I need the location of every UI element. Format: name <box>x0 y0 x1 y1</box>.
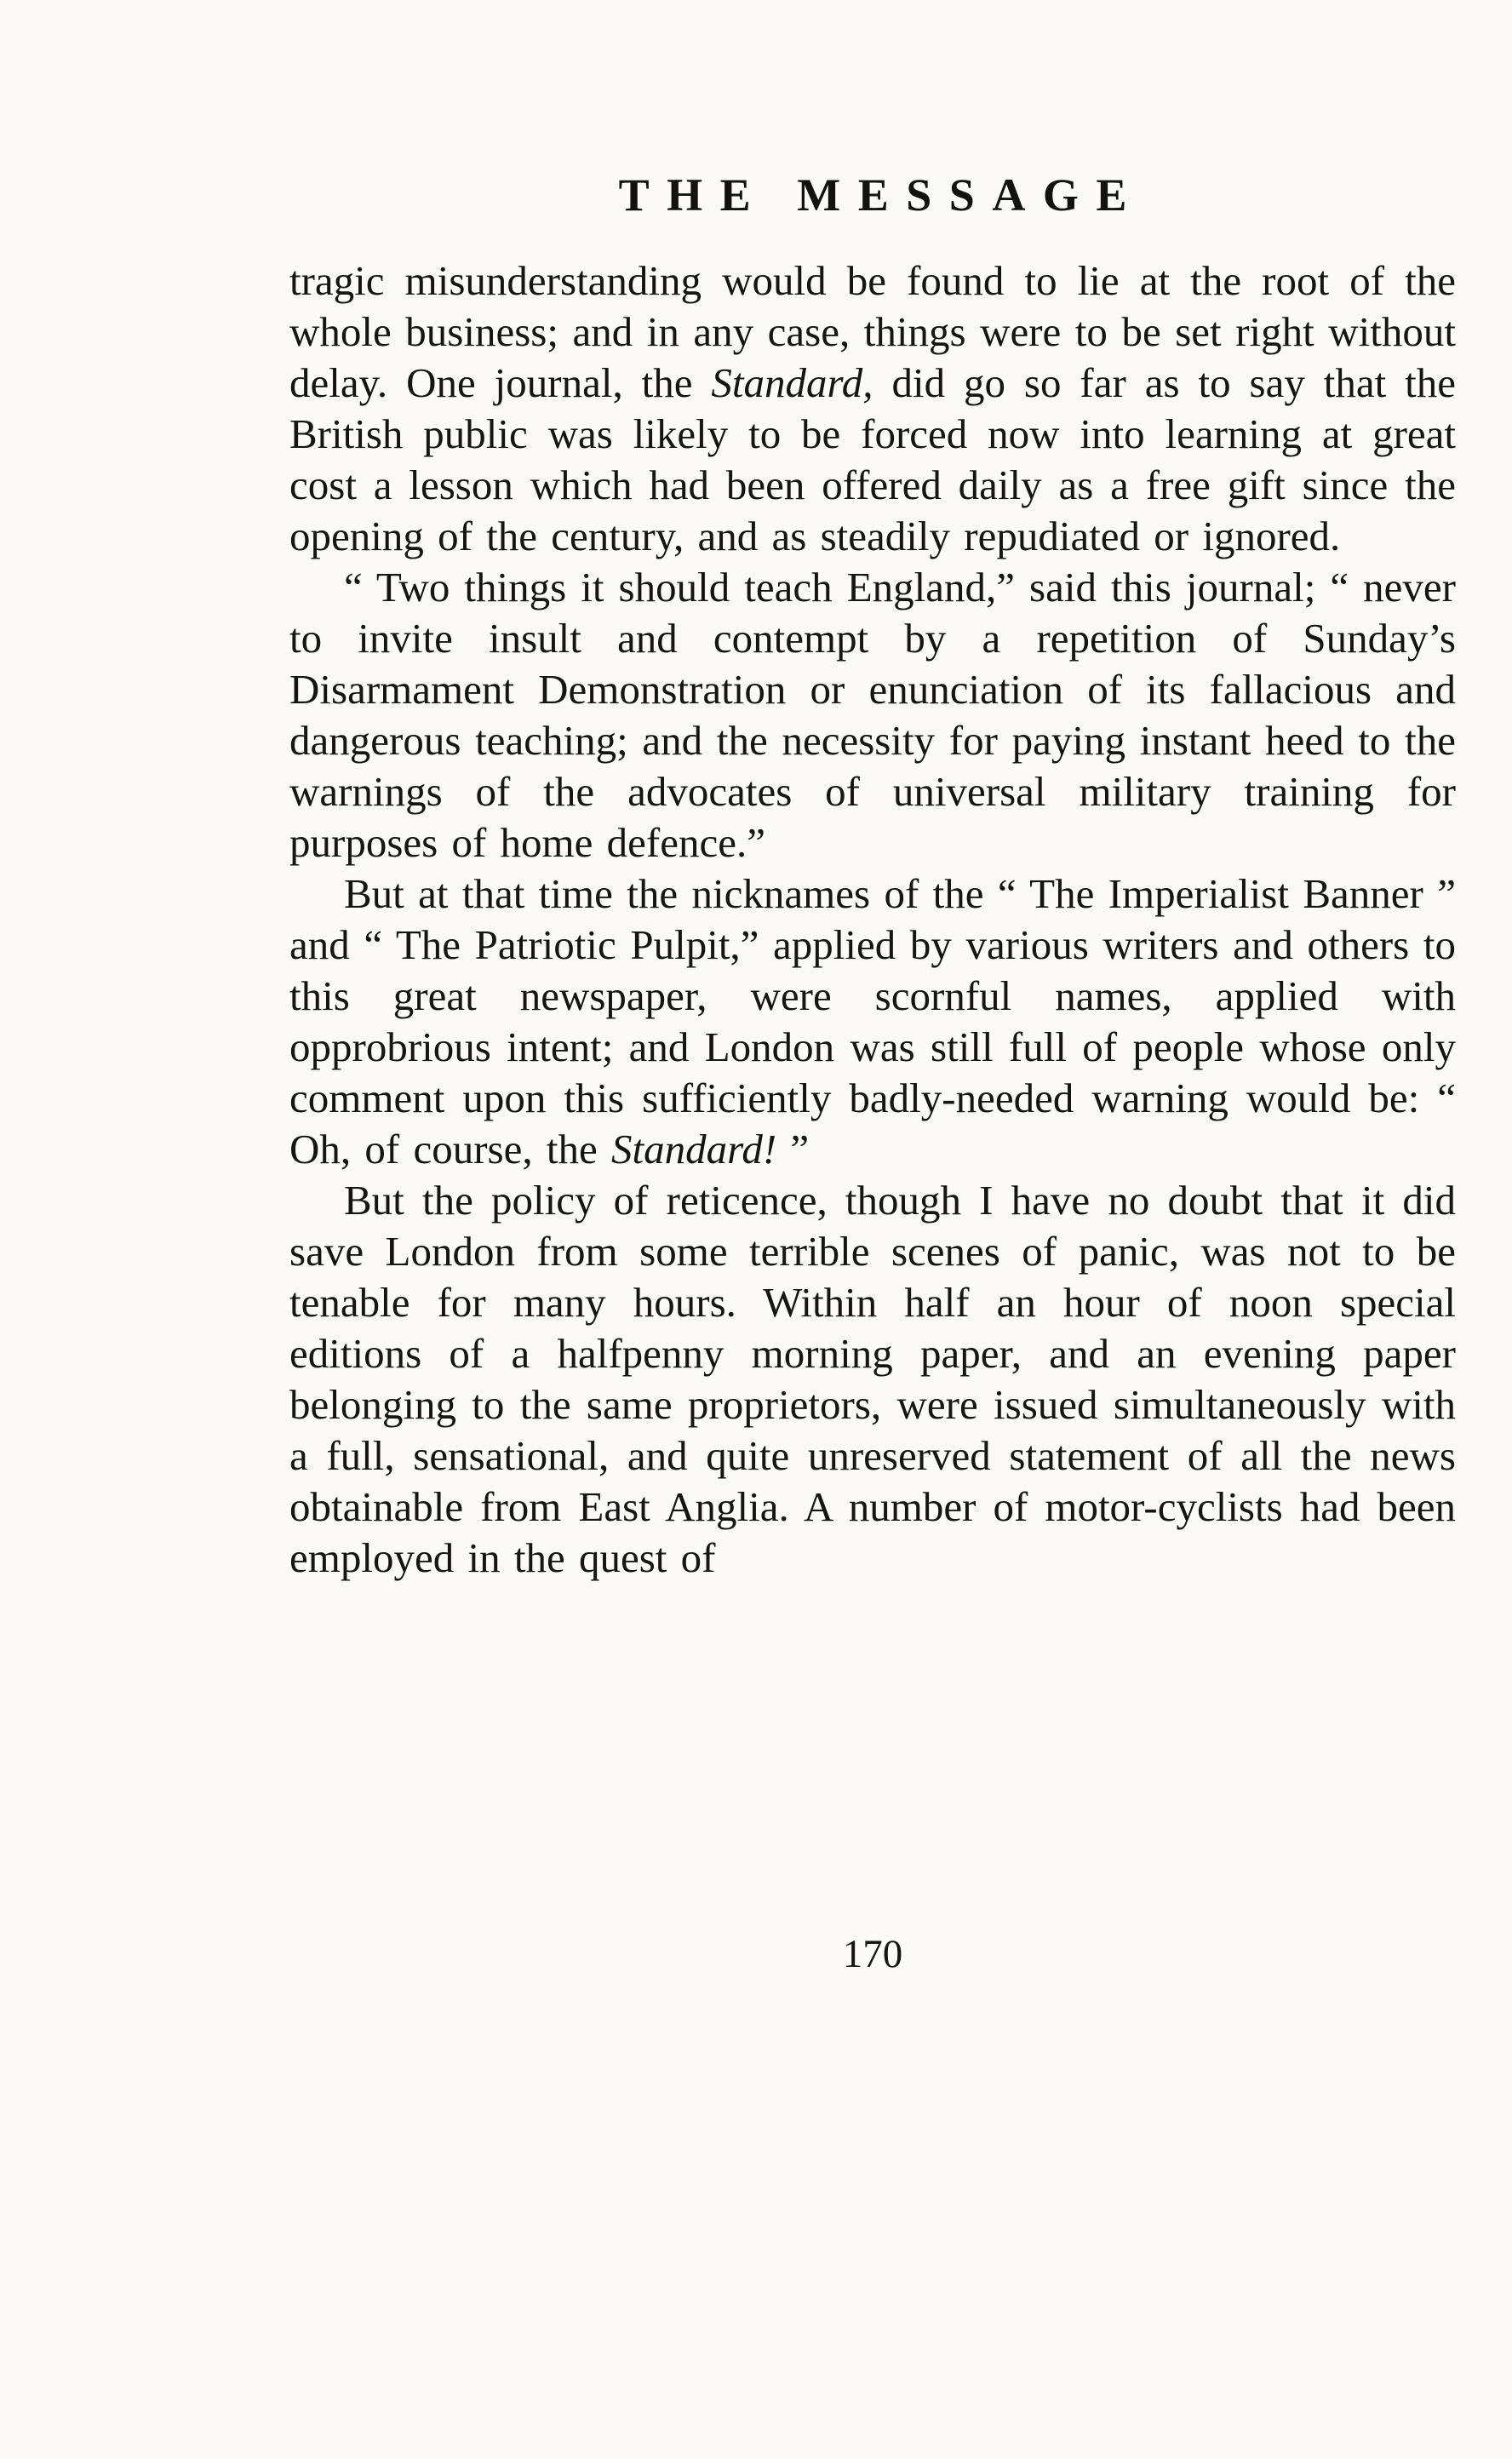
text-run: “ Two things it should teach England,” said this journal; “ never to invite insult and contempt by a repetition of Sunday’s Disarmament Demonstration or enunciation of its fallacious and dangerous teaching; and the necessity for paying instant heed to the warnings of the advocates of universal military training for purposes of home defence.” <box>289 564 1456 866</box>
text-run: did go so far as to say that the British public was likely to be forced now into learning at great cost a lesson which had been offered daily as a free gift since the opening of the century, and as steadily repudiated or ignored. <box>289 359 1456 559</box>
text-run: tragic misunderstanding would be found to lie at the root of the whole business; and in any case, things were to be set right without delay. One journal, the <box>289 257 1456 406</box>
paragraph <box>289 255 1456 562</box>
text-run: ” <box>776 1126 810 1172</box>
text-run: But at that time the nicknames of the “ The Imperialist Banner ” and “ The Patriotic Pulpit,” applied by various writers and others to this great newspaper, were scornful names, applied with opprobrious intent; and London was still full of people whose only comment upon this sufficiently badly-needed warning would be: “ Oh, of course, the <box>289 870 1456 1172</box>
italic-text-run: Standard, <box>711 359 873 406</box>
text-run: But the policy of reticence, though I have no doubt that it did save London from some terrible scenes of panic, was not to be tenable for many hours. Within half an hour of noon special editions of a halfpenny morning paper, and an evening paper belonging to the same proprietors, were issued simultaneously with a full, sensational, and quite unreserved statement of all the news obtainable from East Anglia. A number of motor-cyclists had been employed in the quest of <box>289 1177 1456 1581</box>
italic-text-run: Standard! <box>610 1126 777 1172</box>
paragraph <box>289 1175 1456 1584</box>
paragraph <box>289 868 1456 1175</box>
body-text <box>289 255 1456 1584</box>
page-header-title: THE MESSAGE <box>618 169 1144 221</box>
paragraph <box>289 562 1456 868</box>
page-number: 170 <box>842 1932 903 1976</box>
